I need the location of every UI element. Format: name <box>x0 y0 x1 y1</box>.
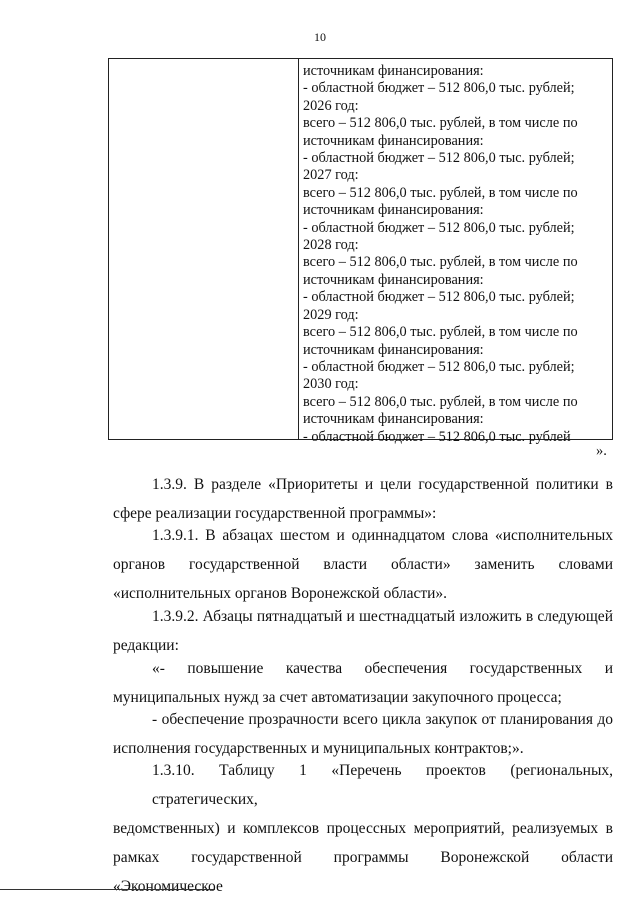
closing-quote: ». <box>596 443 607 459</box>
table-line: 2030 год: <box>303 376 359 393</box>
table-line: источникам финансирования: <box>303 341 484 358</box>
table-line: источникам финансирования: <box>303 132 484 149</box>
paragraph-line: 1.3.10. Таблицу 1 «Перечень проектов (региональных, стратегических, <box>152 762 613 808</box>
footer-divider <box>0 889 215 890</box>
paragraph-line: муниципальных нужд за счет автоматизации закупочного процесса; <box>113 689 562 706</box>
table-line: всего – 512 806,0 тыс. рублей, в том числе по <box>303 254 578 271</box>
paragraph-quote-item-1 <box>113 654 613 712</box>
table-column-divider <box>298 59 299 439</box>
paragraph-1-3-9-2 <box>113 602 613 660</box>
table-line: - областной бюджет – 512 806,0 тыс. рублей <box>303 428 571 445</box>
table-line: - областной бюджет – 512 806,0 тыс. рублей; <box>303 80 575 97</box>
page-number: 10 <box>314 30 326 44</box>
table-line: 2028 год: <box>303 237 359 254</box>
paragraph-line: - обеспечение прозрачности всего цикла закупок от планирования до <box>152 711 613 728</box>
paragraph-line: органов государственной власти области» заменить словами <box>113 556 613 573</box>
paragraph-line: 1.3.9.2. Абзацы пятнадцатый и шестнадцатый изложить в следующей <box>152 608 613 625</box>
paragraph-line: рамках государственной программы Воронежской области «Экономическое <box>113 849 613 895</box>
paragraph-line: 1.3.9. В разделе «Приоритеты и цели государственной политики в <box>152 476 613 493</box>
table-line: 2026 год: <box>303 97 359 114</box>
paragraph-line: сфере реализации государственной программы»: <box>113 505 437 522</box>
table-line: всего – 512 806,0 тыс. рублей, в том числе по <box>303 184 578 201</box>
paragraph-1-3-9-1 <box>113 521 613 608</box>
table-line: - областной бюджет – 512 806,0 тыс. рублей; <box>303 150 575 167</box>
paragraph-line: ведомственных) и комплексов процессных мероприятий, реализуемых в <box>113 820 613 837</box>
table-line: - областной бюджет – 512 806,0 тыс. рублей; <box>303 289 575 306</box>
table-line: всего – 512 806,0 тыс. рублей, в том числе по <box>303 393 578 410</box>
paragraph-1-3-9 <box>113 470 613 528</box>
table-line: - областной бюджет – 512 806,0 тыс. рублей; <box>303 358 575 375</box>
paragraph-line: редакции: <box>113 637 179 654</box>
table-line: 2029 год: <box>303 306 359 323</box>
table-line: всего – 512 806,0 тыс. рублей, в том числе по <box>303 324 578 341</box>
paragraph-line: «исполнительных органов Воронежской области». <box>113 585 448 602</box>
table-line: источникам финансирования: <box>303 271 484 288</box>
table-line: источникам финансирования: <box>303 411 484 428</box>
paragraph-1-3-10 <box>113 756 613 901</box>
paragraph-line: исполнения государственных и муниципальных контрактов;». <box>113 740 524 757</box>
table-line: источникам финансирования: <box>303 202 484 219</box>
paragraph-line: «- повышение качества обеспечения государственных и <box>152 660 613 677</box>
table-line: всего – 512 806,0 тыс. рублей, в том числе по <box>303 115 578 132</box>
table-line: источникам финансирования: <box>303 63 484 79</box>
paragraph-quote-item-2 <box>113 705 613 763</box>
paragraph-line: 1.3.9.1. В абзацах шестом и одиннадцатом слова «исполнительных <box>152 527 613 544</box>
financing-table-continuation <box>108 58 613 445</box>
table-cell-financing <box>303 63 608 446</box>
table-line: - областной бюджет – 512 806,0 тыс. рублей; <box>303 219 575 236</box>
table-line: 2027 год: <box>303 167 359 184</box>
